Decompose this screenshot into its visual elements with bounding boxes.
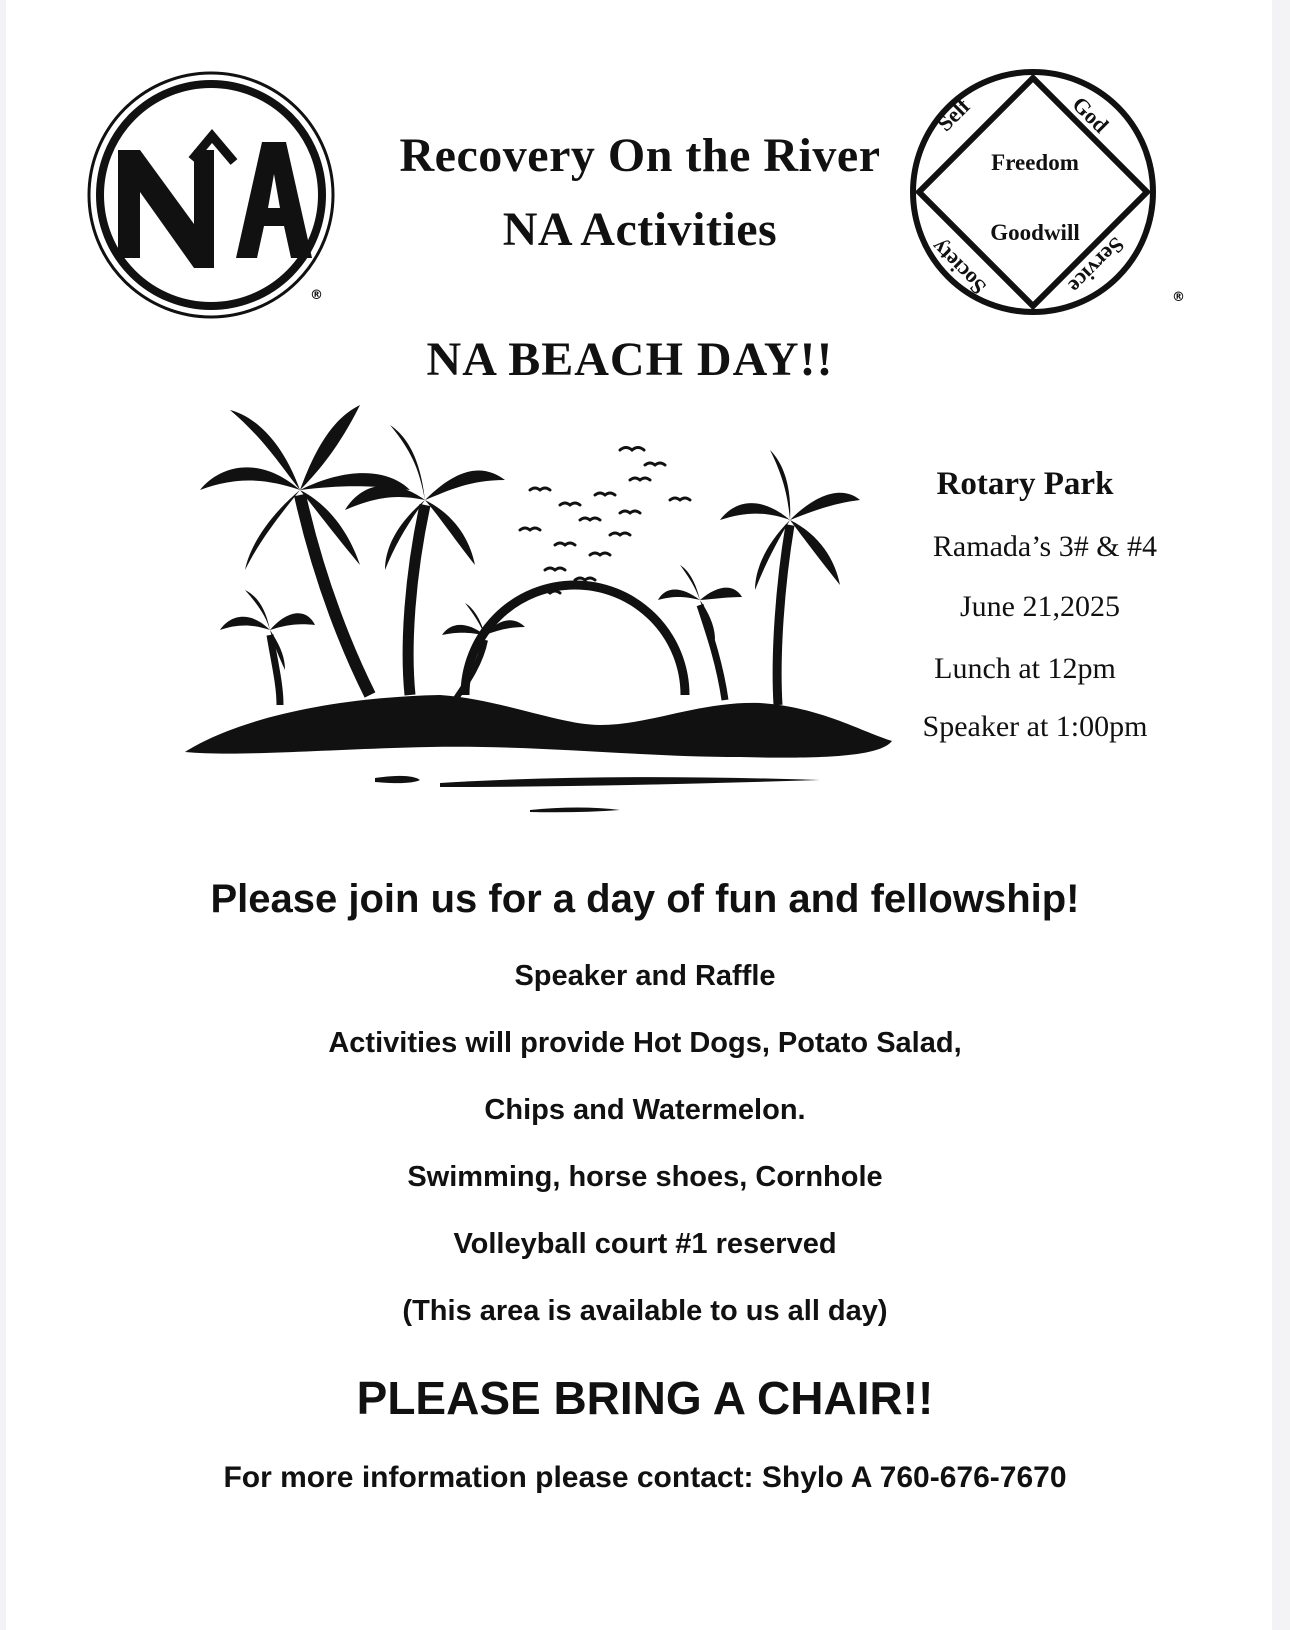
symbol-label-self: Self [931,93,975,137]
detail-line: Activities will provide Hot Dogs, Potato Salad, [328,1027,962,1059]
symbol-label-goodwill: Goodwill [990,220,1080,245]
na-logo-icon [86,70,336,320]
detail-line: Speaker and Raffle [514,960,776,992]
symbol-label-god: God [1067,91,1114,138]
invite-line: Please join us for a day of fun and fellowship! [210,877,1080,921]
header-subtitle: NA Activities [502,203,778,256]
bring-chair-notice: PLEASE BRING A CHAIR!! [356,1372,934,1424]
symbol-label-service: Service [1063,232,1130,299]
symbol-label-freedom: Freedom [991,150,1079,175]
symbol-registered-mark: ® [1172,290,1185,305]
event-speaker: Speaker at 1:00pm [922,710,1148,743]
event-lunch: Lunch at 12pm [934,652,1116,685]
detail-line: Volleyball court #1 reserved [453,1228,837,1260]
event-ramadas: Ramada’s 3# & #4 [932,530,1158,563]
event-headline: NA BEACH DAY!! [426,333,834,386]
detail-line: Swimming, horse shoes, Cornhole [407,1161,883,1193]
contact-info: For more information please contact: Shylo A 760-676-7670 [223,1461,1067,1494]
header-title: Recovery On the River [399,129,881,182]
palm-island-sunset-icon [180,395,910,825]
symbol-label-society: Society [925,234,991,300]
event-date: June 21,2025 [960,590,1120,623]
event-venue: Rotary Park [936,466,1114,502]
detail-line: Chips and Watermelon. [484,1094,806,1126]
detail-line: (This area is available to us all day) [402,1295,888,1327]
na-logo-registered-mark: ® [310,288,323,303]
